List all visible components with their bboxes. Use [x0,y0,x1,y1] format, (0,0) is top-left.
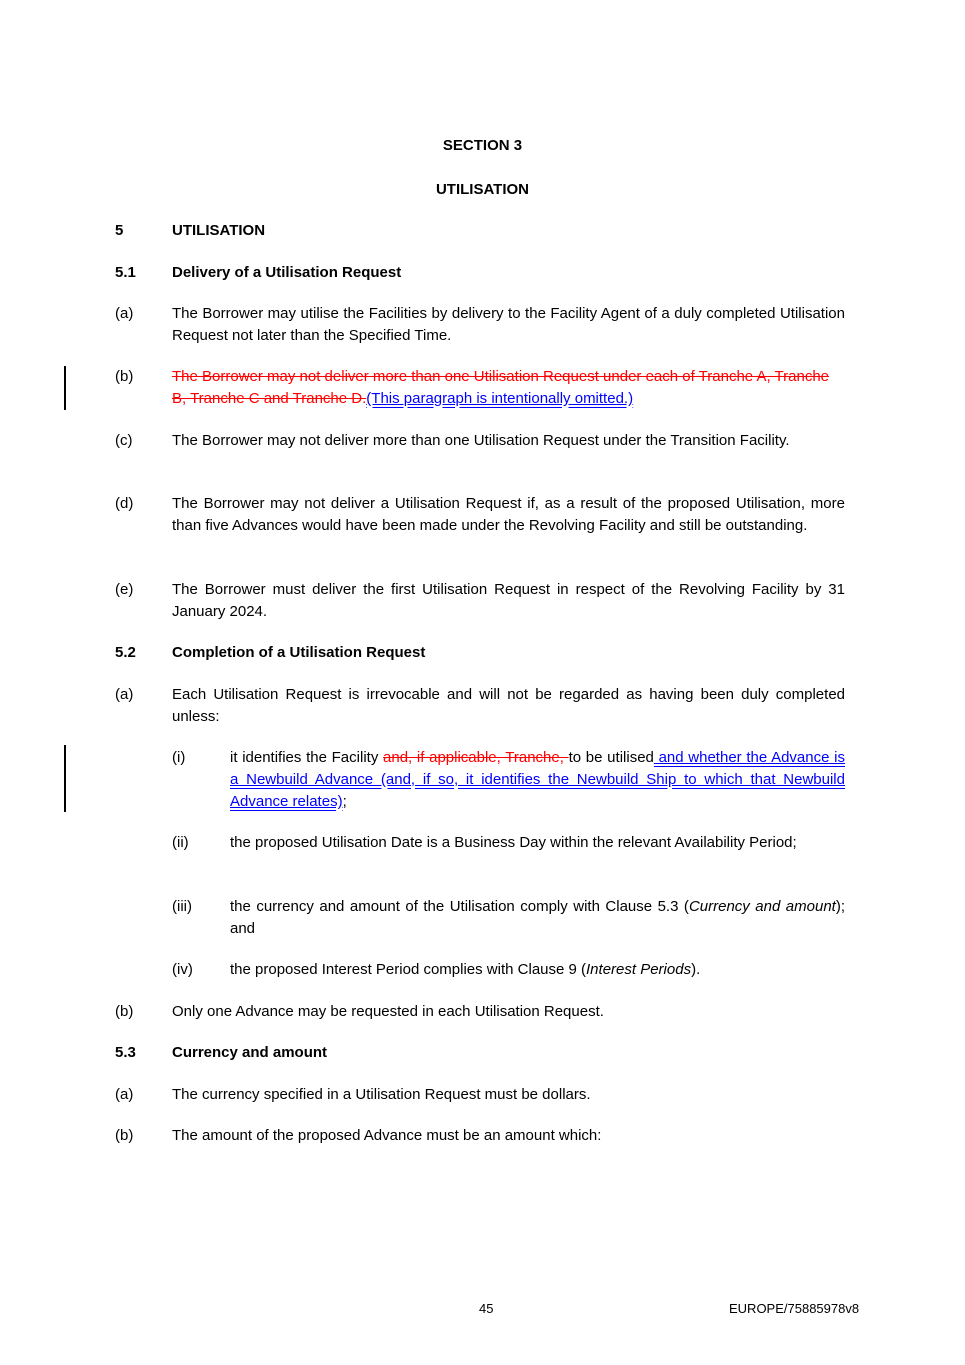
para-text: The Borrower may not deliver more than one Utilisation Request under the Transition Facility. [172,432,790,449]
subpara-number: (iii) [172,898,192,915]
inserted-text: and whether the Advance is a Newbuild Advance (and, if so, it identifies the Newbuild Ship to which that Newbuild Advance relates) [230,749,845,810]
clause-title: Completion of a Utilisation Request [172,644,426,661]
inserted-text: (This paragraph is intentionally omitted.) [366,390,634,407]
para-number: (a) [115,1086,134,1103]
para-number: (b) [115,1127,134,1144]
subpara-number: (ii) [172,834,189,851]
para-number: (a) [115,686,134,703]
section-subtitle: UTILISATION [435,181,530,198]
para-text: Only one Advance may be requested in each Utilisation Request. [172,1003,604,1020]
deleted-text: The Borrower may not deliver more than one Utilisation Request under each of Tranche A, Tranche B, Tranche C and Tranche D. [172,368,830,407]
para-number: (b) [115,368,134,385]
change-bar [64,366,66,410]
para-text: The Borrower must deliver the first Utilisation Request in respect of the Revolving Facility by 31 January 2024. [172,581,845,620]
deleted-text: and, if applicable, Tranche, [383,749,569,766]
page-number: 45 [479,1301,494,1316]
clause-number: 5 [115,222,124,239]
para-text [172,366,845,410]
subpara-number: (i) [172,749,186,766]
document-reference: EUROPE/75885978v8 [729,1301,860,1316]
para-text: The currency specified in a Utilisation Request must be dollars. [172,1086,591,1103]
subpara-text: the proposed Utilisation Date is a Business Day within the relevant Availability Period; [230,834,797,851]
para-number: (a) [115,305,134,322]
subpara-text: the currency and amount of the Utilisation comply with Clause 5.3 (Currency and amount); and [230,898,845,937]
change-bar [64,745,66,812]
clause-title: Delivery of a Utilisation Request [172,264,402,281]
para-text: The Borrower may utilise the Facilities by delivery to the Facility Agent of a duly completed Utilisation Request not later than the Specified Time. [172,305,845,344]
para-number: (b) [115,1003,134,1020]
clause-title: UTILISATION [172,222,266,239]
clause-title: Currency and amount [172,1044,328,1061]
clause-number: 5.2 [115,644,136,661]
subpara-text: the proposed Interest Period complies with Clause 9 (Interest Periods). [230,961,701,978]
para-number: (e) [115,581,134,598]
para-number: (c) [115,432,133,449]
clause-number: 5.3 [115,1044,136,1061]
subpara-number: (iv) [172,961,193,978]
clause-number: 5.1 [115,264,136,281]
section-title: SECTION 3 [442,137,523,154]
para-text: The Borrower may not deliver a Utilisation Request if, as a result of the proposed Utilisation, more than five Advances would have been made under the Revolving Facility and still be outstanding. [172,495,845,534]
subpara-text: it identifies the Facility and, if applicable, Tranche, to be utilised and whether the Advance is a Newbuild Advance (and, if so, it identifies the Newbuild Ship to which that Newbuild Advance relates); [230,749,845,810]
para-text: Each Utilisation Request is irrevocable and will not be regarded as having been duly completed unless: [172,686,845,725]
para-number: (d) [115,495,134,512]
para-text: The amount of the proposed Advance must be an amount which: [172,1127,602,1144]
